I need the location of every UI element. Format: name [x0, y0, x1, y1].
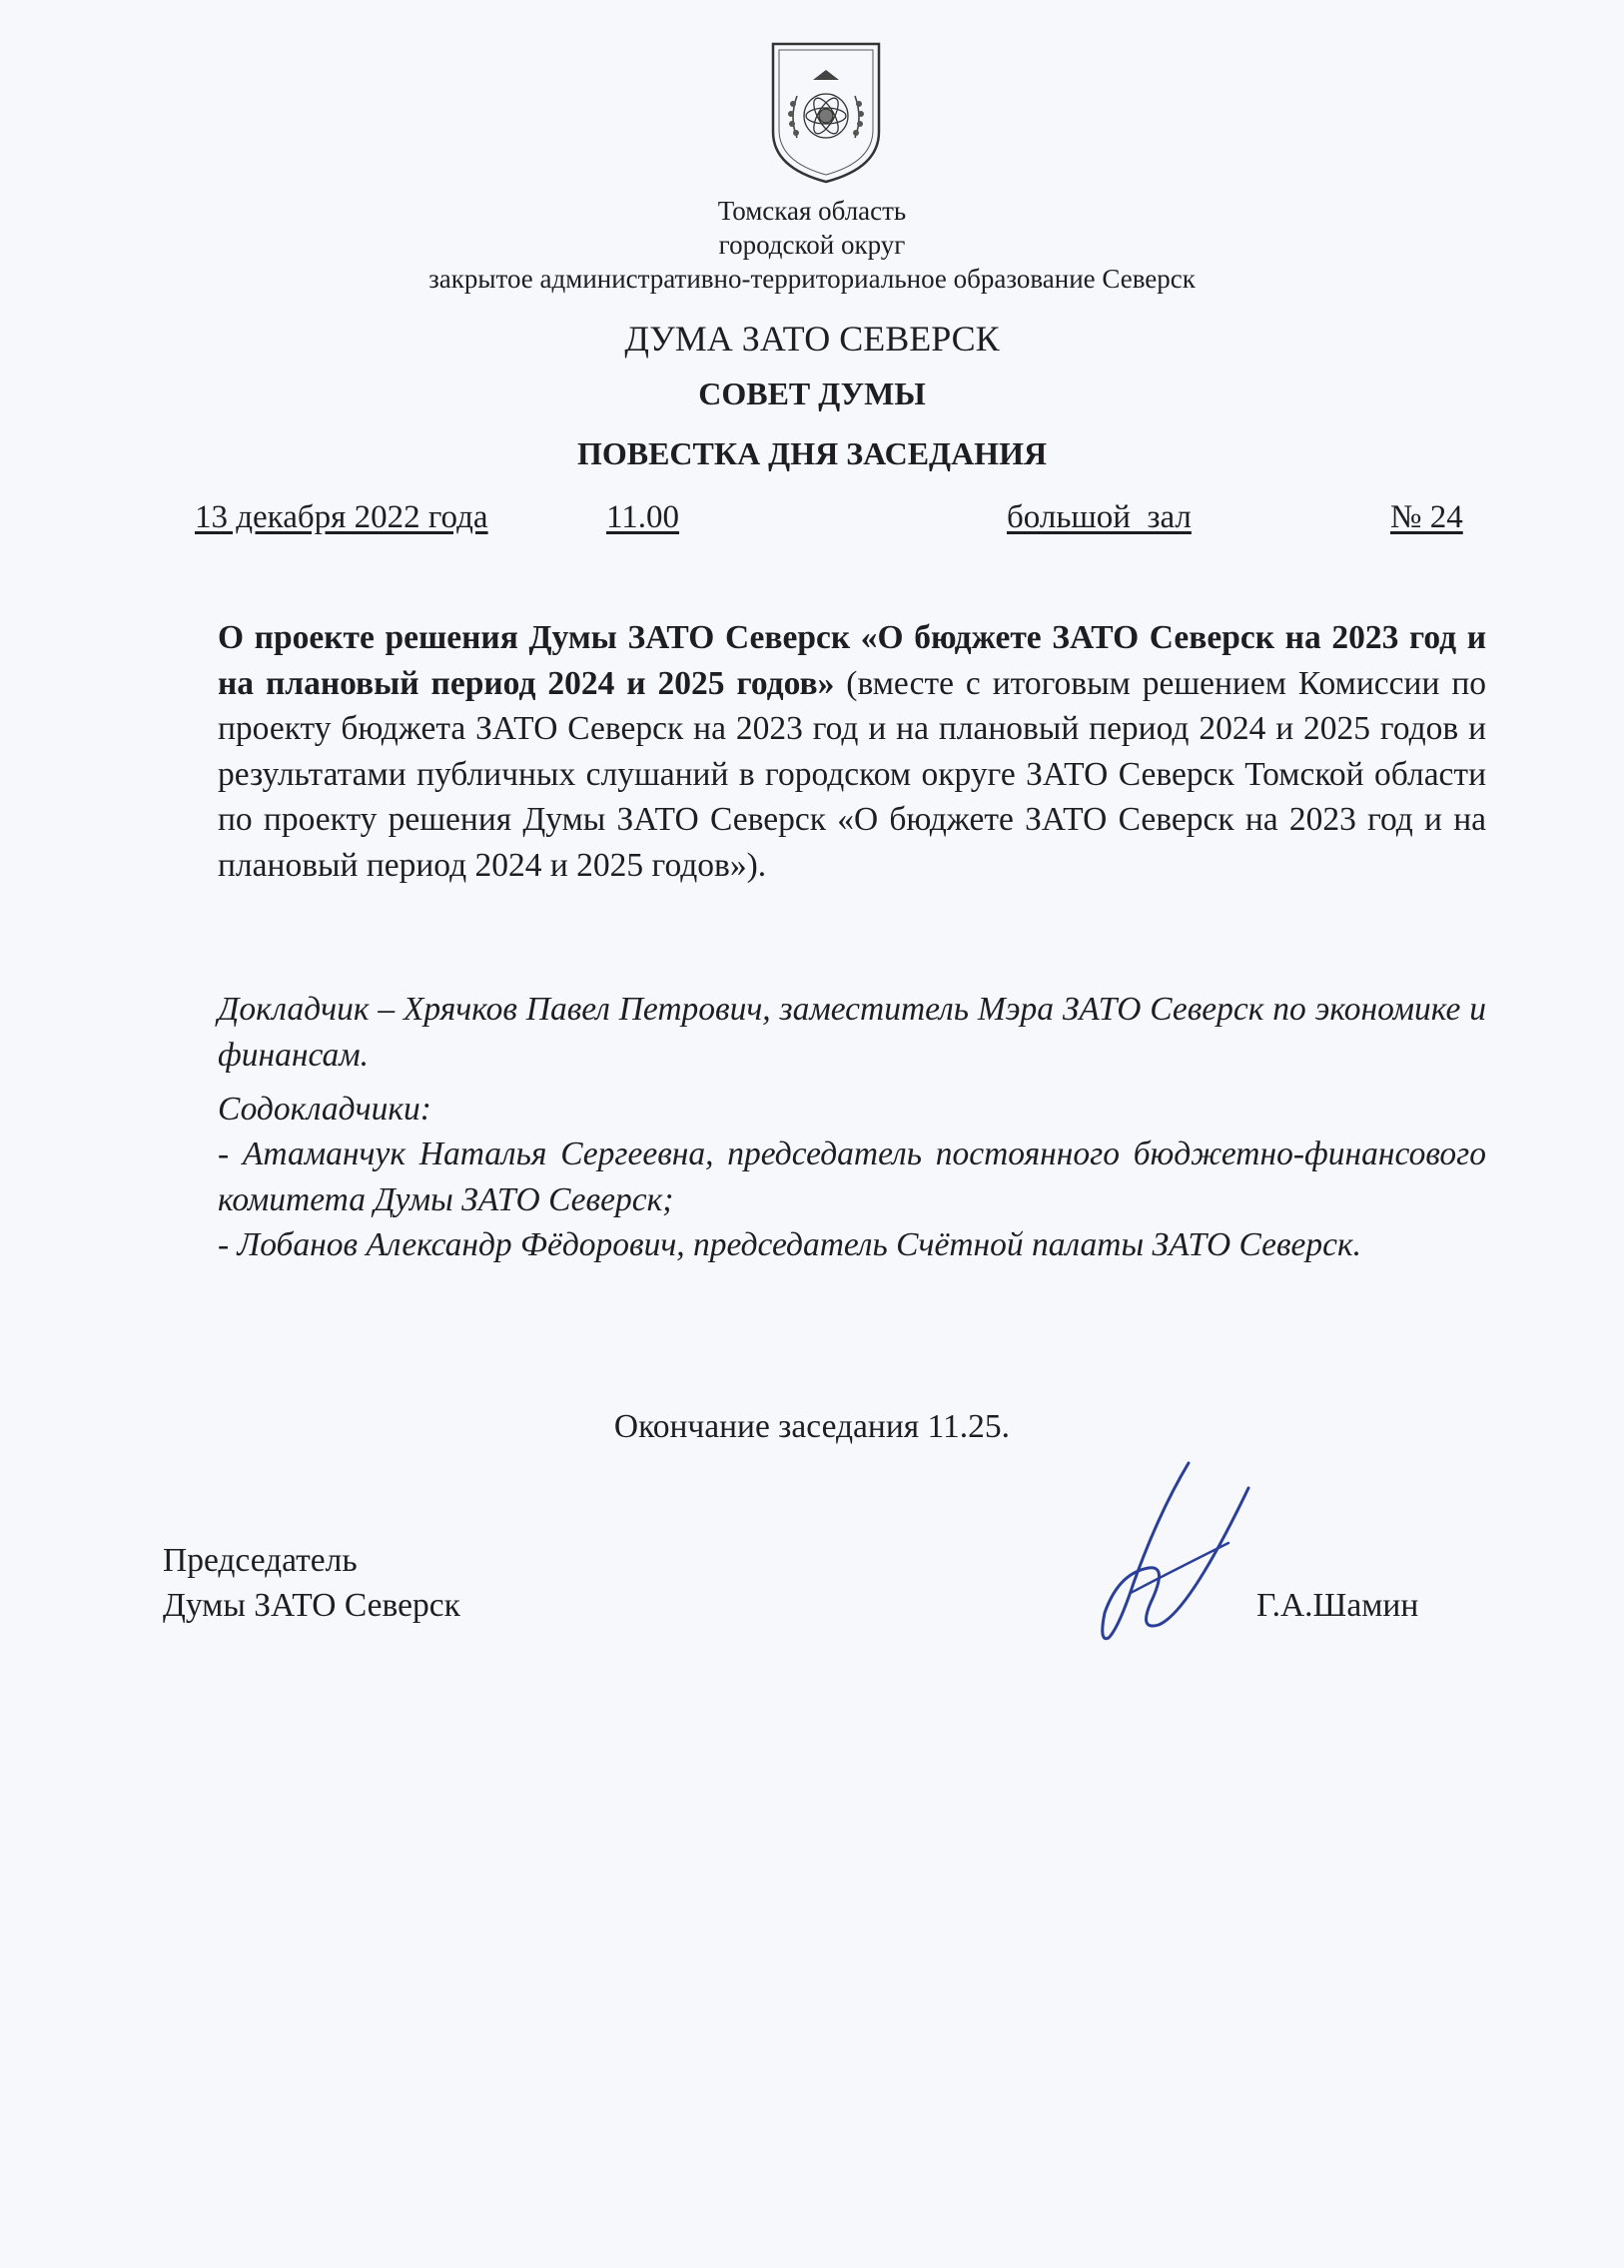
meeting-time: 11.00	[606, 499, 680, 535]
entity-line: закрытое административно-территориальное образование Северск	[428, 264, 1196, 294]
signer-position	[163, 1538, 460, 1628]
signer-position-line-2: Думы ЗАТО Северск	[163, 1587, 460, 1624]
agenda-item	[218, 615, 1486, 888]
cospeaker-1: - Атаманчук Наталья Сергеевна, председатель постоянного бюджетно-финансового комитета Думы ЗАТО Северск;	[218, 1135, 1486, 1218]
meeting-end: Окончание заседания 11.25.	[613, 1408, 1011, 1445]
signer-name: Г.А.Шамин	[1256, 1587, 1419, 1624]
coat-of-arms-icon	[767, 40, 885, 186]
council-title: ДУМА ЗАТО СЕВЕРСК	[624, 319, 1000, 359]
cospeaker-2: - Лобанов Александр Фёдорович, председатель Счётной палаты ЗАТО Северск.	[218, 1226, 1362, 1263]
district-line: городской округ	[718, 230, 906, 260]
document-title: ПОВЕСТКА ДНЯ ЗАСЕДАНИЯ	[576, 435, 1048, 471]
agenda-item-details: (вместе с итоговым решением Комиссии по проекту бюджета ЗАТО Северск на 2023 год и на плановый период 2024 и 2025 годов и результатами публичных слушаний в городском округе ЗАТО Северск Томской области по проекту решения Думы ЗАТО Северск «О бюджете ЗАТО Северск на 2023 год и на плановый период 2024 и 2025 годов»).	[218, 664, 1487, 884]
speaker: Докладчик – Хрячков Павел Петрович, заместитель Мэра ЗАТО Северск по экономике и финансам.	[218, 991, 1486, 1074]
meeting-place: большой зал	[1007, 499, 1192, 535]
agenda-item-title: О проекте решения Думы ЗАТО Северск «О бюджете ЗАТО Северск на 2023 год и на плановый период 2024 и 2025 годов»	[218, 619, 1486, 702]
board-title: СОВЕТ ДУМЫ	[698, 376, 926, 411]
signer-position-line-1: Председатель	[163, 1542, 358, 1579]
meeting-number: № 24	[1390, 499, 1463, 535]
meeting-date: 13 декабря 2022 года	[195, 499, 488, 535]
region-line: Томская область	[717, 196, 907, 226]
handwritten-signature	[1039, 1453, 1268, 1663]
cospeakers-label: Содокладчики:	[218, 1091, 431, 1128]
